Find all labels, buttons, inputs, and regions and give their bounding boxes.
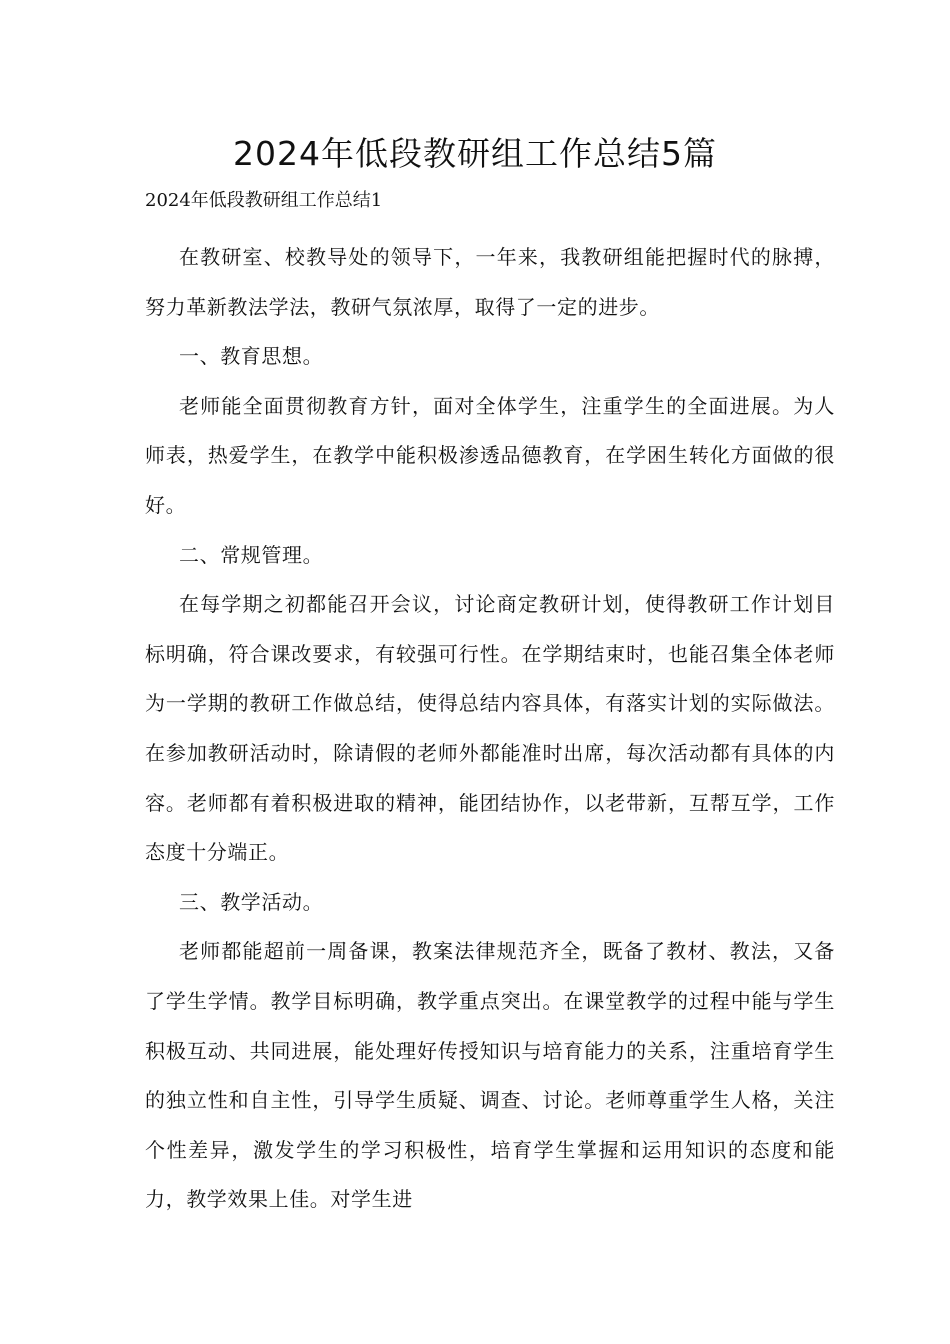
section-subtitle: 2024年低段教研组工作总结1 <box>145 190 383 211</box>
heading-education-thought: 一、教育思想。 <box>179 344 324 369</box>
document-body <box>145 233 835 1225</box>
document-title: 2024年低段教研组工作总结5篇 <box>233 134 717 173</box>
paragraph-intro: 在教研室、校教导处的领导下，一年来，我教研组能把握时代的脉搏，努力革新教法学法，教研气氛浓厚，取得了一定的进步。 <box>145 245 835 319</box>
paragraph-education-thought: 老师能全面贯彻教育方针，面对全体学生，注重学生的全面进展。为人师表，热爱学生，在教学中能积极渗透品德教育，在学困生转化方面做的很好。 <box>145 393 835 517</box>
paragraph-teaching-activities: 老师都能超前一周备课，教案法律规范齐全，既备了教材、教法，又备了学生学情。教学目标明确，教学重点突出。在课堂教学的过程中能与学生积极互动、共同进展，能处理好传授知识与培育能力的关系，注重培育学生的独立性和自主性，引导学生质疑、调查、讨论。老师尊重学生人格，关注个性差异，激发学生的学习积极性，培育学生掌握和运用知识的态度和能力，教学效果上佳。对学生进 <box>145 939 835 1212</box>
paragraph-routine-management: 在每学期之初都能召开会议，讨论商定教研计划，使得教研工作计划目标明确，符合课改要求，有较强可行性。在学期结束时，也能召集全体老师为一学期的教研工作做总结，使得总结内容具体，有落实计划的实际做法。在参加教研活动时，除请假的老师外都能准时出席，每次活动都有具体的内容。老师都有着积极进取的精神，能团结协作，以老带新，互帮互学，工作态度十分端正。 <box>145 592 835 865</box>
heading-teaching-activities: 三、教学活动。 <box>179 889 324 914</box>
heading-routine-management: 二、常规管理。 <box>179 542 324 567</box>
